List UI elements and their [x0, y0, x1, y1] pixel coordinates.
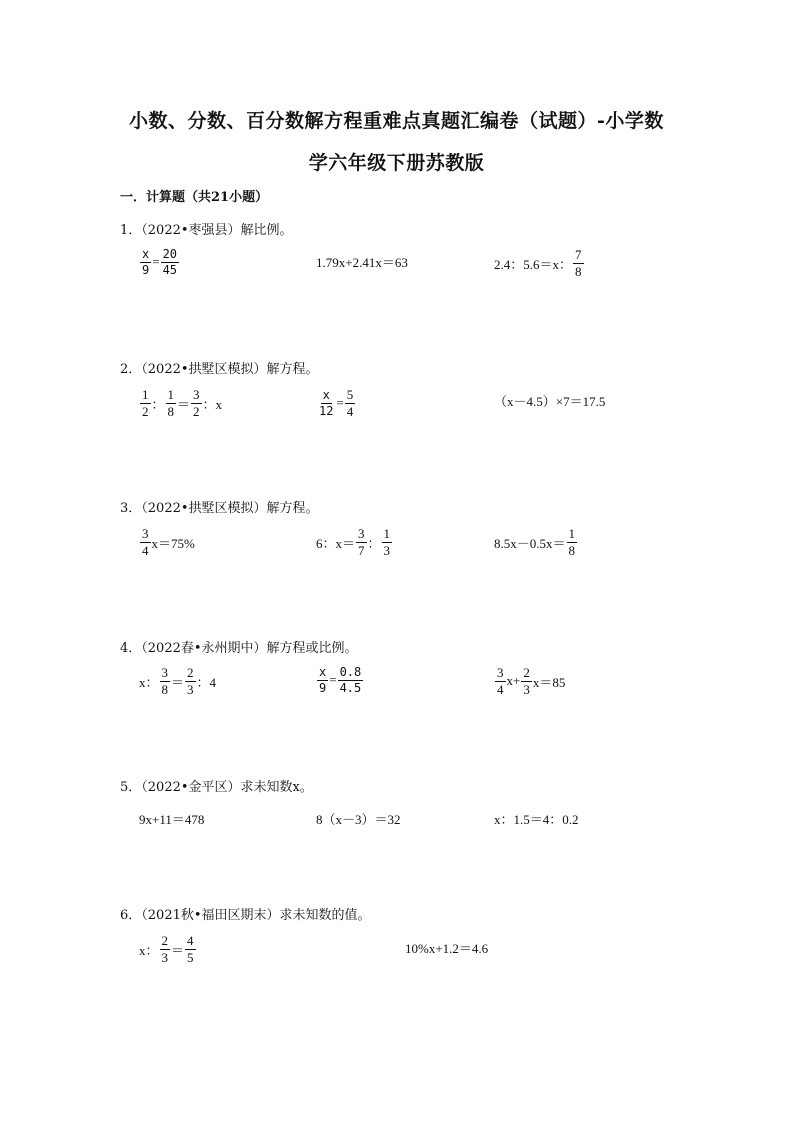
q5-equation-2: 8（x－3）＝32 — [316, 812, 401, 827]
question-6-label: 6．（2021秋•福田区期末）求未知数的值。 — [120, 908, 371, 923]
question-1-label: 1．（2022•枣强县）解比例。 — [120, 223, 293, 238]
q4-equation-2: $\frac{x}{9}$ = $\frac{0.8}{4.5}$ — [319, 665, 362, 695]
q3-equation-3: 8.5x－0.5x＝ $\frac{1}{8}$ — [494, 526, 576, 558]
q2-equation-1: $\frac{1}{2}$ ： $\frac{1}{8}$ ＝ $\frac{3}{2}$ ：x — [142, 387, 223, 419]
question-2-label: 2．（2022•拱墅区模拟）解方程。 — [120, 362, 319, 377]
q2-equation-2: $\frac{x}{12}$ = $\frac{5}{4}$ — [319, 387, 354, 419]
page-title-line1: 小数、分数、百分数解方程重难点真题汇编卷（试题）-小学数 — [129, 110, 664, 132]
q6-equation-2: 10%x+1.2＝4.6 — [405, 941, 489, 956]
q2-equation-3: （x－4.5）×7＝17.5 — [494, 394, 606, 409]
q4-equation-1: x： $\frac{3}{8}$ ＝ $\frac{2}{3}$ ：4 — [139, 665, 217, 697]
question-3-label: 3．（2022•拱墅区模拟）解方程。 — [120, 501, 319, 516]
q1-equation-2: 1.79x+2.41x＝63 — [316, 255, 408, 270]
question-4-label: 4．（2022春•永州期中）解方程或比例。 — [120, 641, 358, 656]
page-title-line2: 学六年级下册苏教版 — [308, 152, 485, 174]
q4-equation-3: $\frac{3}{4}$ x+ $\frac{2}{3}$ x＝85 — [497, 665, 566, 697]
section-heading: 一．计算题（共21小题） — [120, 190, 269, 205]
q5-equation-1: 9x+11＝478 — [139, 812, 205, 827]
q3-equation-2: 6：x＝ $\frac{3}{7}$ ： $\frac{1}{3}$ — [316, 526, 391, 558]
question-5-label: 5．（2022•金平区）求未知数x。 — [120, 780, 313, 795]
q3-equation-1: $\frac{3}{4}$ x＝75% — [142, 526, 195, 558]
q1-equation-1: $\frac{x}{9}$ = $\frac{20}{45}$ — [142, 247, 178, 277]
q1-equation-3: 2.4：5.6＝x： $\frac{7}{8}$ — [494, 247, 582, 279]
q5-equation-3: x：1.5＝4：0.2 — [494, 812, 579, 827]
q6-equation-1: x： $\frac{2}{3}$ ＝ $\frac{4}{5}$ — [139, 933, 194, 965]
